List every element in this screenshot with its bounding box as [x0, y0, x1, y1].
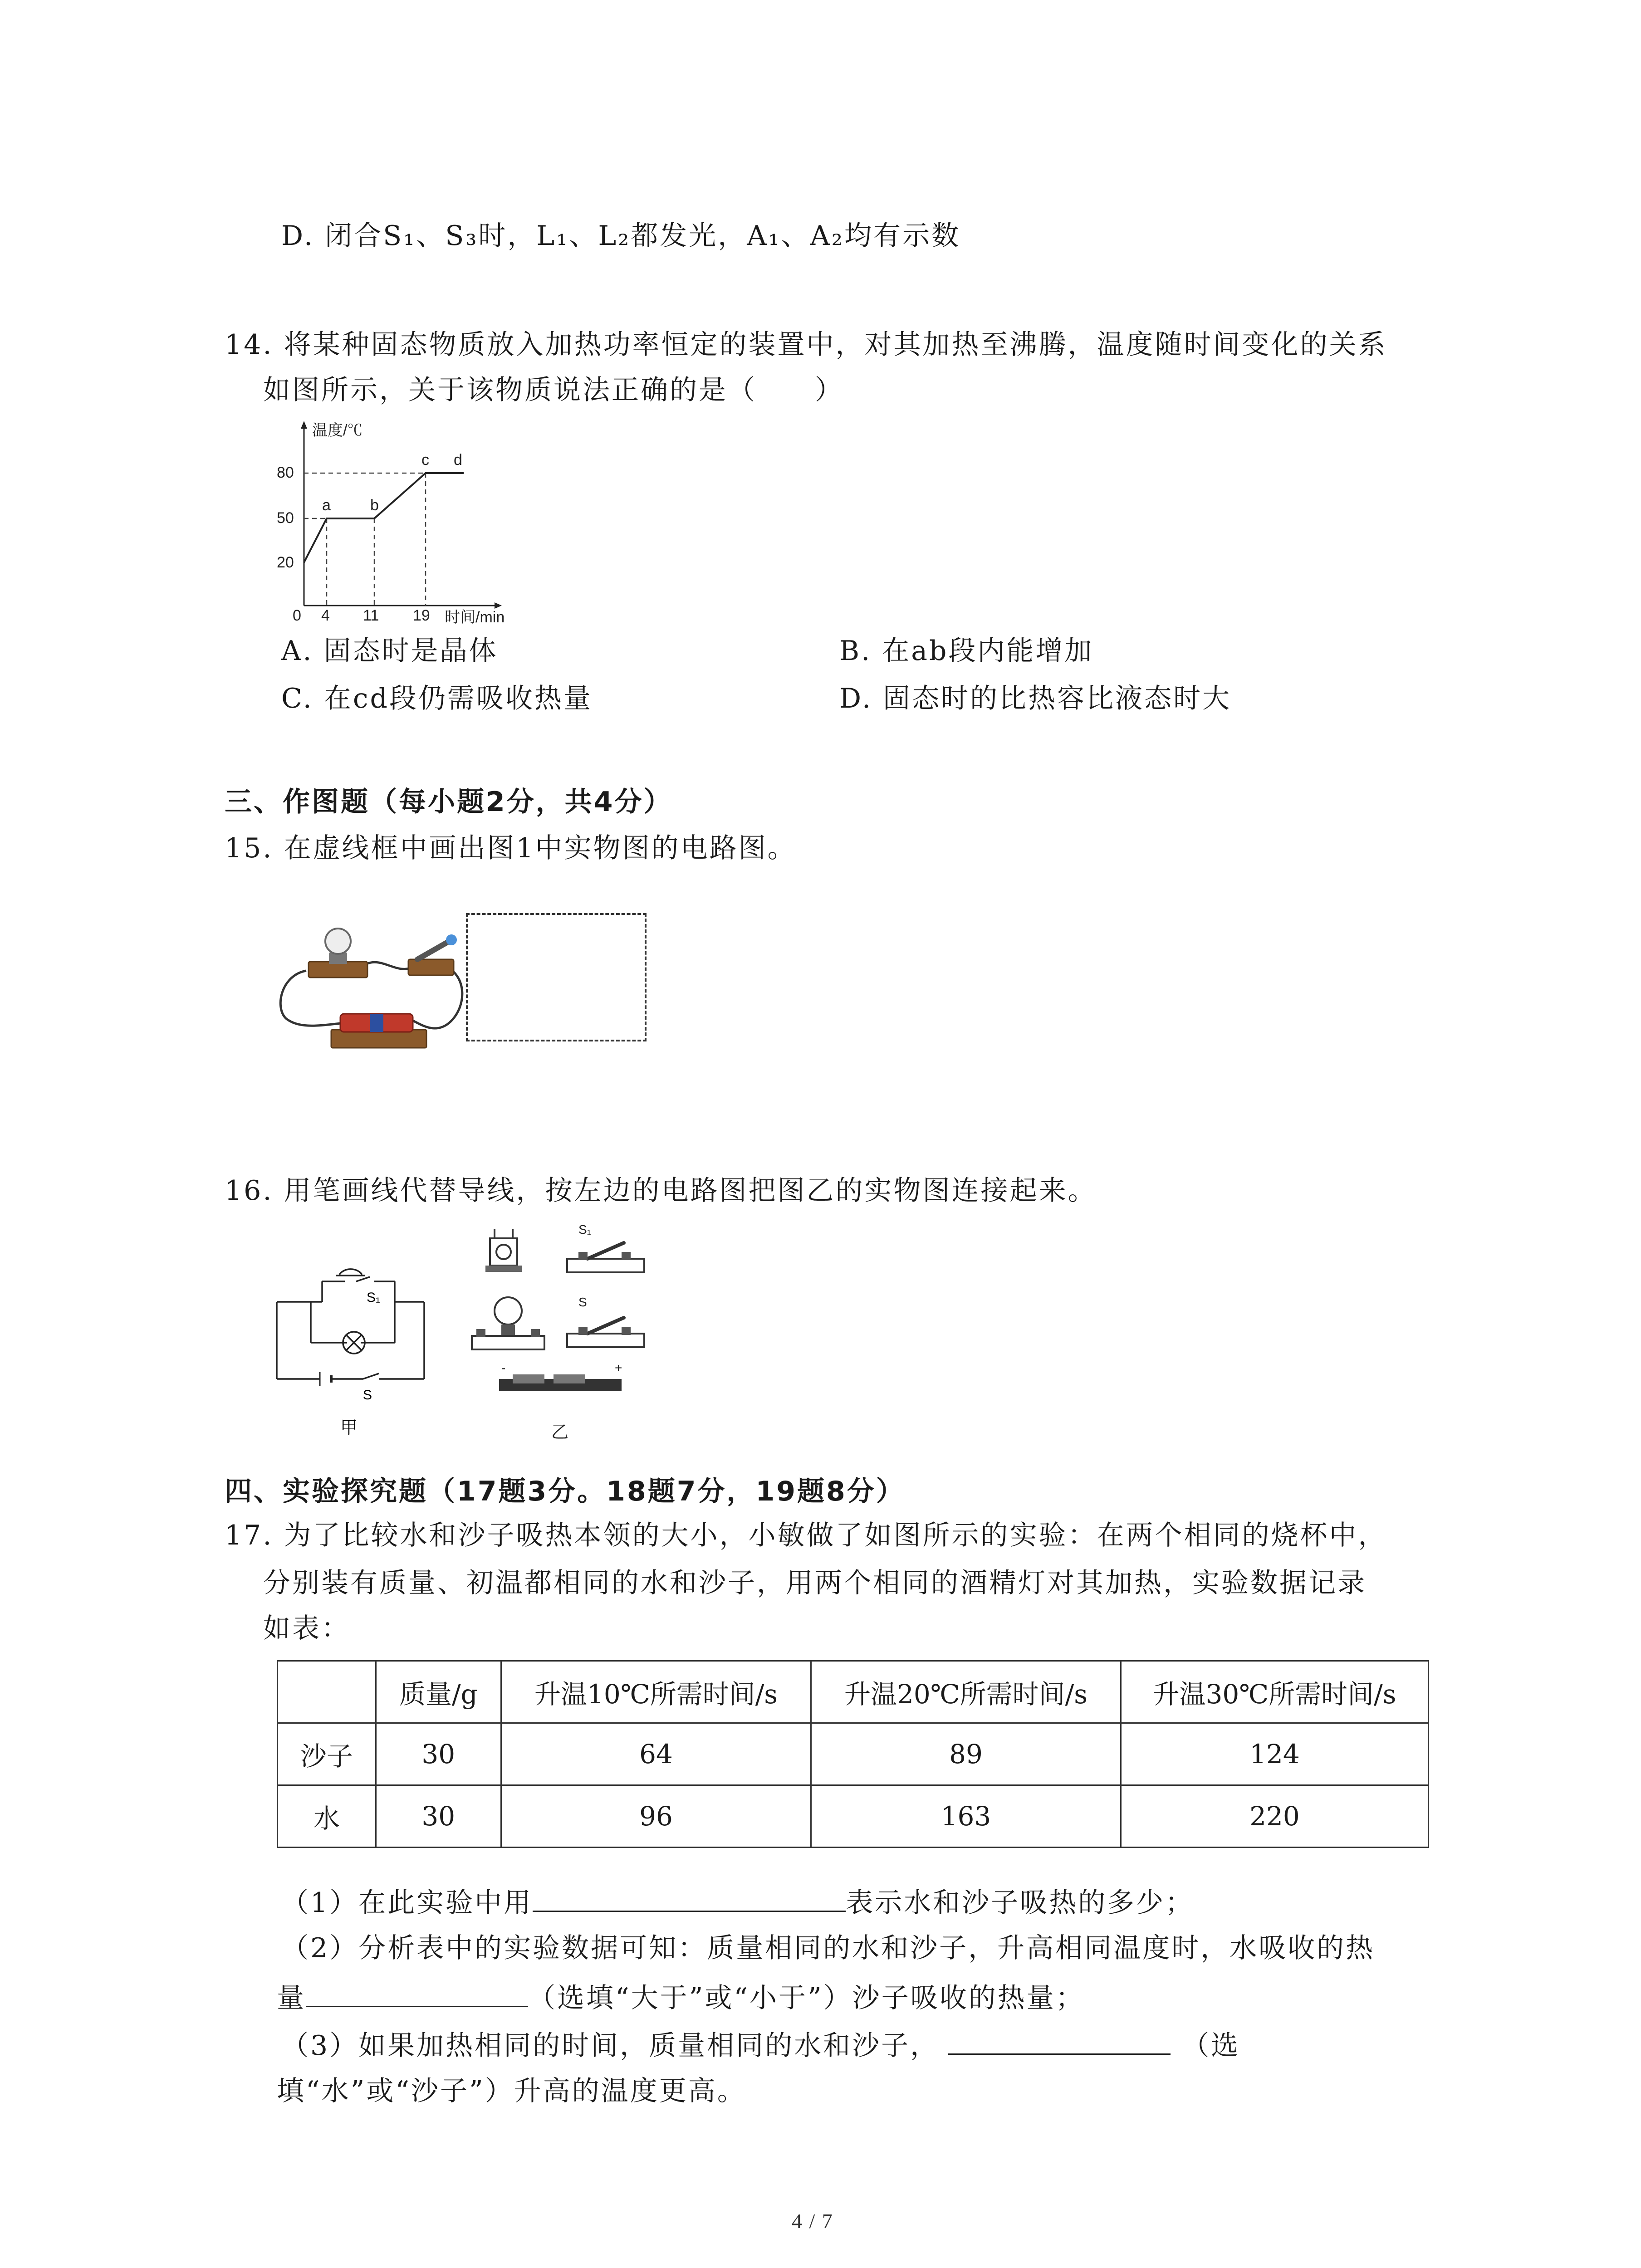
bulb-icon — [325, 929, 351, 954]
q17-sub2-suffix: （选填“大于”或“小于”）沙子吸收的热量； — [528, 1982, 1085, 2014]
temperature-time-graph — [268, 417, 522, 626]
q17-data-table — [277, 1660, 1429, 1848]
s1-label: S₁ — [367, 1290, 381, 1305]
q13-option-d: D. 闭合S₁、S₃时，L₁、L₂都发光，A₁、A₂均有示数 — [281, 220, 960, 252]
q17-sub1 — [281, 1882, 1194, 1921]
q14-stem-line2: 如图所示，关于该物质说法正确的是（ ） — [263, 374, 844, 406]
table-header-cell: 升温30℃所需时间/s — [1121, 1661, 1428, 1723]
q15-answer-dashed-box[interactable] — [466, 913, 647, 1041]
table-header-row — [278, 1661, 1429, 1723]
y-axis-label: 温度/℃ — [312, 422, 363, 439]
q17-sub3-blank[interactable] — [948, 2025, 1171, 2055]
q17-sub2-line2 — [277, 1978, 1085, 2016]
table-cell: 89 — [811, 1723, 1121, 1785]
y-tick-50: 50 — [277, 509, 294, 527]
table-cell: 30 — [376, 1723, 501, 1785]
q17-sub3-prefix: （3）如果加热相同的时间，质量相同的水和沙子， — [281, 2030, 940, 2062]
table-row — [278, 1785, 1429, 1848]
s-label: S — [363, 1388, 372, 1403]
q15-circuit-photo — [272, 916, 481, 1061]
q17-line3: 如表： — [263, 1613, 350, 1644]
point-label-d: d — [454, 451, 462, 469]
x-tick-4: 4 — [321, 607, 330, 624]
table-header-cell — [278, 1661, 376, 1723]
q14-stem-line1: 14. 将某种固态物质放入加热功率恒定的装置中，对其加热至沸腾，温度随时间变化的关系 — [225, 329, 1387, 361]
table-cell: 124 — [1121, 1723, 1428, 1785]
q16-circuit-diagram-jia — [268, 1243, 440, 1442]
label-jia: 甲 — [340, 1418, 358, 1437]
table-cell: 30 — [376, 1785, 501, 1848]
q17-sub3-line2: 填“水”或“沙子”）升高的温度更高。 — [277, 2075, 746, 2107]
temperature-curve — [304, 473, 464, 562]
table-cell: 64 — [501, 1723, 811, 1785]
q17-sub1-prefix: （1）在此实验中用 — [281, 1887, 533, 1919]
q17-sub3-line1 — [281, 2025, 1240, 2064]
q16-components-yi — [458, 1220, 658, 1447]
switch-s-icon — [588, 1318, 624, 1334]
x-tick-19: 19 — [413, 607, 430, 624]
bell-icon — [496, 1245, 511, 1259]
y-tick-80: 80 — [277, 464, 294, 481]
q16-text: 16. 用笔画线代替导线，按左边的电路图把图乙的实物图连接起来。 — [225, 1175, 1097, 1207]
table-header-cell: 质量/g — [376, 1661, 501, 1723]
q14-option-c[interactable]: C. 在cd段仍需吸收热量 — [281, 683, 593, 714]
switch-s1-icon — [588, 1243, 624, 1259]
q17-sub2-blank[interactable] — [306, 1978, 528, 2007]
x-axis-label: 时间/min — [445, 609, 505, 626]
point-label-a: a — [322, 497, 331, 514]
svg-text:+: + — [615, 1361, 622, 1375]
q17-line1: 17. 为了比较水和沙子吸热本领的大小，小敏做了如图所示的实验：在两个相同的烧杯中， — [225, 1520, 1387, 1551]
q14-option-b[interactable]: B. 在ab段内能增加 — [839, 635, 1094, 667]
point-label-b: b — [370, 497, 379, 514]
label-yi: 乙 — [551, 1422, 569, 1442]
q15-text: 15. 在虚线框中画出图1中实物图的电路图。 — [225, 832, 797, 864]
svg-text:-: - — [501, 1361, 506, 1375]
x-tick-11: 11 — [363, 607, 379, 624]
q17-line2: 分别装有质量、初温都相同的水和沙子，用两个相同的酒精灯对其加热，实验数据记录 — [263, 1567, 1367, 1599]
table-cell: 水 — [278, 1785, 376, 1848]
table-cell: 沙子 — [278, 1723, 376, 1785]
table-header-cell: 升温10℃所需时间/s — [501, 1661, 811, 1723]
switch-lever-icon — [417, 941, 449, 959]
point-label-c: c — [421, 451, 429, 469]
q17-sub2-prefix: 量 — [277, 1982, 306, 2014]
section4-heading: 四、实验探究题（17题3分。18题7分，19题8分） — [225, 1476, 905, 1507]
x-tick-0: 0 — [293, 607, 301, 624]
table-header-cell: 升温20℃所需时间/s — [811, 1661, 1121, 1723]
page-number: 4 / 7 — [792, 2209, 833, 2233]
q17-sub1-blank[interactable] — [533, 1882, 846, 1912]
q14-option-d[interactable]: D. 固态时的比热容比液态时大 — [839, 683, 1232, 714]
s1-switch-label: S₁ — [578, 1222, 592, 1237]
table-cell: 163 — [811, 1785, 1121, 1848]
bulb-icon — [495, 1297, 522, 1325]
s-switch-label: S — [578, 1295, 587, 1309]
q17-sub2-line1: （2）分析表中的实验数据可知：质量相同的水和沙子，升高相同温度时，水吸收的热 — [281, 1932, 1375, 1964]
q17-sub3-suffix: （选 — [1182, 2030, 1240, 2062]
q14-option-a[interactable]: A. 固态时是晶体 — [281, 635, 498, 667]
section3-heading: 三、作图题（每小题2分，共4分） — [225, 786, 673, 818]
table-row — [278, 1723, 1429, 1785]
y-tick-20: 20 — [277, 554, 294, 571]
table-cell: 220 — [1121, 1785, 1428, 1848]
q17-sub1-suffix: 表示水和沙子吸热的多少； — [846, 1887, 1195, 1919]
table-cell: 96 — [501, 1785, 811, 1848]
